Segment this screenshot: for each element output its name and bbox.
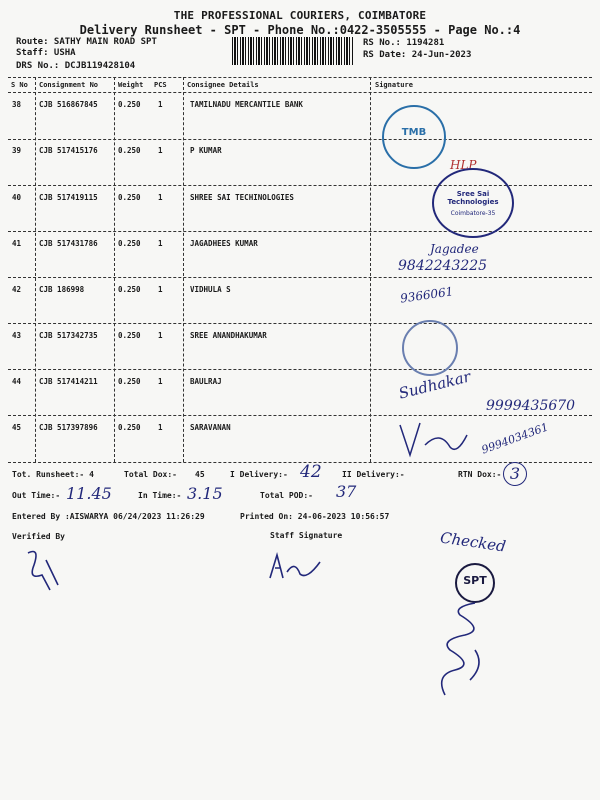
row-weight: 0.250 [118, 423, 141, 432]
rs-number: RS No.: 1194281 [363, 38, 445, 48]
out-time-label: Out Time:- [12, 491, 61, 500]
row-sno: 41 [12, 239, 22, 248]
col-header-sno: S No [11, 81, 28, 89]
row-rule [8, 277, 592, 278]
row-sno: 38 [12, 100, 22, 109]
company-title: THE PROFESSIONAL COURIERS, COIMBATORE [173, 9, 427, 22]
row-sno: 39 [12, 146, 22, 155]
row-pcs: 1 [158, 146, 163, 155]
table-top-rule [8, 77, 592, 78]
row-consignment: CJB 517342735 [39, 331, 98, 340]
row-weight: 0.250 [118, 193, 141, 202]
handwritten-phone: 9842243225 [398, 258, 488, 274]
company-stamp [432, 168, 514, 238]
rtn-dox-value: 3 [503, 462, 527, 486]
col-header-pcs: PCS [154, 81, 167, 89]
col-header-weight: Weight [118, 81, 144, 89]
row-consignee: SARAVANAN [190, 423, 231, 432]
col-divider [35, 77, 36, 462]
verified-by-label: Verified By [12, 532, 65, 541]
col-header-consignee: Consignee Details [187, 81, 259, 89]
row-weight: 0.250 [118, 331, 141, 340]
row-pcs: 1 [158, 239, 163, 248]
row-consignee: TAMILNADU MERCANTILE BANK [190, 100, 303, 109]
staff-signature [265, 550, 325, 585]
row-consignment: CJB 517431786 [39, 239, 98, 248]
row-pcs: 1 [158, 100, 163, 109]
signature-mark [395, 415, 475, 460]
stamp-sai-city: Coimbatore-35 [450, 210, 496, 217]
stamp-tmb-text: TMB [401, 127, 427, 138]
printed-on: Printed On: 24-06-2023 10:56:57 [240, 512, 390, 521]
row-consignment: CJB 517414211 [39, 377, 98, 386]
row-consignment: CJB 517397896 [39, 423, 98, 432]
row-consignee: P KUMAR [190, 146, 222, 155]
row-sno: 44 [12, 377, 22, 386]
vertical-signature [425, 595, 505, 705]
row-consignment: CJB 517419115 [39, 193, 98, 202]
barcode-image [232, 37, 354, 65]
row-sno: 45 [12, 423, 22, 432]
handwritten-phone: 9994034361 [479, 420, 551, 457]
row-rule [8, 415, 592, 416]
in-time-value: 3.15 [187, 484, 223, 503]
col-divider [370, 77, 371, 462]
spt-stamp-text: SPT [463, 574, 487, 587]
i-delivery-label: I Delivery:- [230, 470, 288, 479]
handwritten-phone: 9999435670 [486, 398, 576, 414]
in-time-label: In Time:- [138, 491, 182, 500]
row-sno: 43 [12, 331, 22, 340]
row-rule [8, 323, 592, 324]
bank-stamp [382, 105, 446, 169]
runsheet-subtitle: Delivery Runsheet - SPT - Phone No.:0422-3505555 - Page No.:4 [79, 23, 521, 37]
drs-number: DRS No.: DCJB119428104 [16, 61, 136, 71]
col-divider [183, 77, 184, 462]
row-weight: 0.250 [118, 239, 141, 248]
signature-sudhakar: Sudhakar [396, 367, 473, 403]
stamp-sai-text: Sree Sai Technologies [447, 190, 499, 206]
row-consignee: VIDHULA S [190, 285, 231, 294]
out-time-value: 11.45 [66, 484, 112, 503]
row-consignee: BAULRAJ [190, 377, 222, 386]
row-consignment: CJB 517415176 [39, 146, 98, 155]
rtn-dox-label: RTN Dox:- [458, 470, 502, 479]
row-rule [8, 139, 592, 140]
row-pcs: 1 [158, 193, 163, 202]
total-pod-label: Total POD:- [260, 491, 313, 500]
route-label: Route: SATHY MAIN ROAD SPT [16, 37, 157, 47]
checked-signature: Checked [439, 528, 507, 556]
col-header-signature: Signature [375, 81, 413, 89]
row-weight: 0.250 [118, 100, 141, 109]
ii-delivery-label: II Delivery:- [342, 470, 405, 479]
table-header-rule [8, 92, 592, 93]
row-rule [8, 369, 592, 370]
total-dox-value: 45 [195, 470, 205, 479]
total-pod-value: 37 [336, 482, 357, 501]
handwritten-phone: 9366061 [399, 284, 455, 306]
row-sno: 42 [12, 285, 22, 294]
row-weight: 0.250 [118, 377, 141, 386]
total-runsheet: Tot. Runsheet:- 4 [12, 470, 94, 479]
i-delivery-value: 42 [300, 462, 322, 482]
col-header-consignment: Consignment No [39, 81, 99, 89]
row-consignment: CJB 186998 [39, 285, 85, 294]
total-dox-label: Total Dox:- [124, 470, 177, 479]
row-pcs: 1 [158, 423, 163, 432]
row-pcs: 1 [158, 331, 163, 340]
row-consignee: SREE ANANDHAKUMAR [190, 331, 267, 340]
row-weight: 0.250 [118, 285, 141, 294]
staff-signature-label: Staff Signature [270, 531, 343, 540]
row-sno: 40 [12, 193, 22, 202]
rs-date: RS Date: 24-Jun-2023 [363, 50, 472, 60]
signature-jagadee: Jagadee [430, 242, 479, 256]
col-divider [114, 77, 115, 462]
row-consignee: JAGADHEES KUMAR [190, 239, 258, 248]
handwritten-hlp: HLP [450, 158, 477, 172]
row-pcs: 1 [158, 285, 163, 294]
round-stamp [402, 320, 458, 376]
row-rule [8, 231, 592, 232]
row-pcs: 1 [158, 377, 163, 386]
verifier-signature [20, 545, 70, 595]
staff-label: Staff: USHA [16, 48, 76, 58]
entered-by: Entered By :AISWARYA 06/24/2023 11:26:29 [12, 512, 205, 521]
row-consignee: SHREE SAI TECHINOLOGIES [190, 193, 294, 202]
row-weight: 0.250 [118, 146, 141, 155]
row-consignment: CJB 516867845 [39, 100, 98, 109]
